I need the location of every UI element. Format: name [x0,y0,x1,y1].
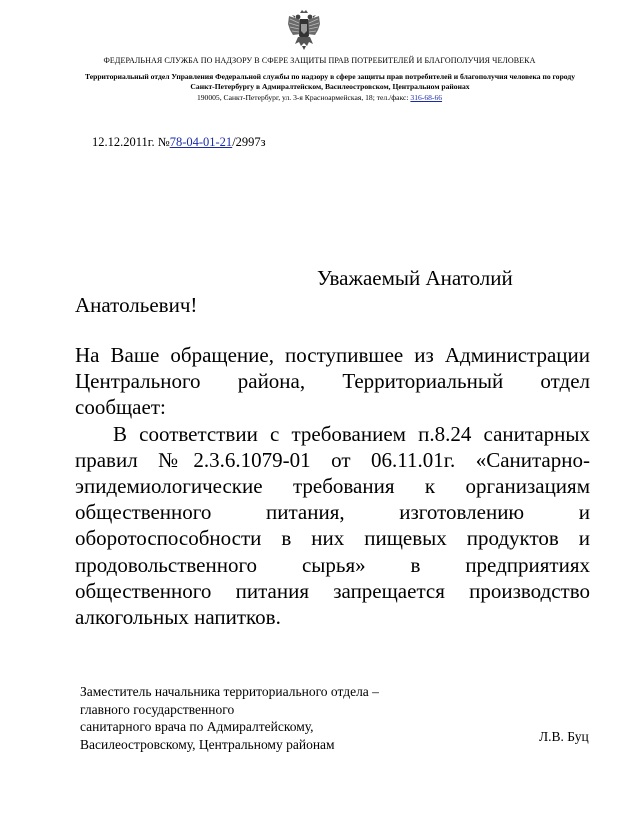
phone-link[interactable]: 316-68-66 [410,93,443,102]
greeting-line-1: Уважаемый Анатолий [317,266,513,290]
greeting-line-2: Анатольевич! [75,293,198,317]
address-line [0,93,639,102]
reference-date: 12.12.2011г. № [92,135,170,149]
letter-body [75,342,590,630]
signatory-title [80,683,460,753]
signatory-title-line: Заместитель начальника территориального отдела – [80,684,379,699]
agency-name: ФЕДЕРАЛЬНАЯ СЛУЖБА ПО НАДЗОРУ В СФЕРЕ ЗАЩИТЫ ПРАВ ПОТРЕБИТЕЛЕЙ И БЛАГОПОЛУЧИЯ ЧЕЛОВЕКА [103,56,536,65]
signatory-title-line: санитарного врача по Адмиралтейскому, [80,719,314,734]
signatory-title-line: главного государственного [80,701,235,717]
department-name: Территориальный отдел Управления Федеральной службы по надзору в сфере защиты прав потребителей и благополучия человека по городу Санкт-Петербургу в Адмиралтейском, Василеостровском, Центральном районах [84,72,576,91]
reference-code-link[interactable]: 78-04-01-21 [169,135,233,149]
signatory-title-line: Василеостровскому, Центральному районам [80,736,335,752]
body-paragraph-2: В соответствии с требованием п.8.24 санитарных правил №2.3.6.1079-01 от 06.11.01г. «Санитарно-эпидемиологические требования к организациям общественного питания, изготовлению и оборотоспособности в них пищевых продуктов и продовольственного сырья» в предприятиях общественного питания запрещается производство алкогольных напитков. [75,421,590,630]
address-text: 190005, Санкт-Петербург, ул. 3-я Красноармейская, 18; тел./факс: [196,93,411,102]
signatory-name: Л.В. Буц [539,729,589,744]
document-reference [92,135,266,150]
body-paragraph-1: На Ваше обращение, поступившее из Администрации Центрального района, Территориальный отдел сообщает: [75,343,590,420]
reference-suffix: /2997з [232,135,266,149]
coat-of-arms-icon [287,10,321,50]
